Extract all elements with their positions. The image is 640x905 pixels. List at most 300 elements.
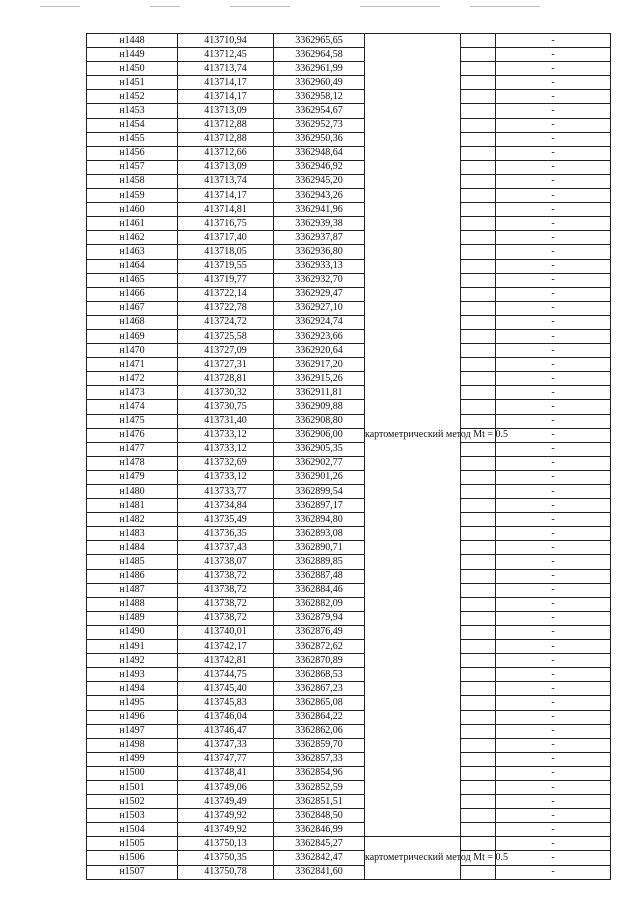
x-coordinate-cell: 413749,49	[178, 795, 274, 809]
x-coordinate-cell: 413735,49	[178, 513, 274, 527]
accuracy-dash-cell: -	[496, 132, 611, 146]
x-coordinate-cell: 413738,07	[178, 555, 274, 569]
accuracy-dash-cell: -	[496, 780, 611, 794]
point-name-cell: н1494	[87, 682, 178, 696]
spacer-cell	[461, 611, 496, 625]
spacer-cell	[461, 259, 496, 273]
x-coordinate-cell: 413731,40	[178, 414, 274, 428]
accuracy-dash-cell: -	[496, 104, 611, 118]
table-row	[87, 696, 611, 710]
point-name-cell: н1496	[87, 710, 178, 724]
x-coordinate-cell: 413719,77	[178, 273, 274, 287]
table-row	[87, 865, 611, 879]
point-name-cell: н1459	[87, 189, 178, 203]
point-name-cell: н1472	[87, 372, 178, 386]
point-name-cell: н1474	[87, 400, 178, 414]
spacer-cell	[461, 541, 496, 555]
coordinates-table-body	[87, 34, 611, 880]
x-coordinate-cell: 413727,09	[178, 344, 274, 358]
y-coordinate-cell: 3362901,26	[274, 470, 365, 484]
accuracy-dash-cell: -	[496, 625, 611, 639]
point-name-cell: н1448	[87, 34, 178, 48]
point-name-cell: н1501	[87, 780, 178, 794]
table-row	[87, 611, 611, 625]
y-coordinate-cell: 3362961,99	[274, 62, 365, 76]
y-coordinate-cell: 3362893,08	[274, 527, 365, 541]
table-row	[87, 851, 611, 865]
spacer-cell	[461, 696, 496, 710]
spacer-cell	[461, 48, 496, 62]
table-row	[87, 34, 611, 48]
x-coordinate-cell: 413717,40	[178, 231, 274, 245]
accuracy-dash-cell: -	[496, 738, 611, 752]
point-name-cell: н1488	[87, 597, 178, 611]
point-name-cell: н1466	[87, 287, 178, 301]
table-row	[87, 104, 611, 118]
table-row	[87, 344, 611, 358]
spacer-cell	[461, 245, 496, 259]
table-row	[87, 358, 611, 372]
coordinates-table	[86, 33, 611, 880]
table-row	[87, 640, 611, 654]
x-coordinate-cell: 413738,72	[178, 583, 274, 597]
y-coordinate-cell: 3362842,47	[274, 851, 365, 865]
accuracy-dash-cell: -	[496, 513, 611, 527]
x-coordinate-cell: 413713,74	[178, 62, 274, 76]
accuracy-dash-cell: -	[496, 724, 611, 738]
spacer-cell	[461, 372, 496, 386]
table-row	[87, 682, 611, 696]
point-name-cell: н1492	[87, 654, 178, 668]
accuracy-dash-cell: -	[496, 583, 611, 597]
x-coordinate-cell: 413713,74	[178, 174, 274, 188]
y-coordinate-cell: 3362876,49	[274, 625, 365, 639]
point-name-cell: н1505	[87, 837, 178, 851]
y-coordinate-cell: 3362905,35	[274, 442, 365, 456]
table-row	[87, 329, 611, 343]
accuracy-dash-cell: -	[496, 611, 611, 625]
y-coordinate-cell: 3362929,47	[274, 287, 365, 301]
spacer-cell	[461, 231, 496, 245]
table-row	[87, 583, 611, 597]
table-row	[87, 541, 611, 555]
table-row	[87, 301, 611, 315]
spacer-cell	[461, 555, 496, 569]
spacer-cell	[461, 358, 496, 372]
spacer-cell	[461, 132, 496, 146]
accuracy-dash-cell: -	[496, 456, 611, 470]
spacer-cell	[461, 766, 496, 780]
accuracy-dash-cell: -	[496, 569, 611, 583]
table-row	[87, 132, 611, 146]
spacer-cell	[461, 485, 496, 499]
accuracy-dash-cell: -	[496, 499, 611, 513]
point-name-cell: н1451	[87, 76, 178, 90]
y-coordinate-cell: 3362899,54	[274, 485, 365, 499]
point-name-cell: н1468	[87, 315, 178, 329]
method-cell: картометрический метод Mt = 0.5	[365, 34, 461, 837]
y-coordinate-cell: 3362917,20	[274, 358, 365, 372]
accuracy-dash-cell: -	[496, 189, 611, 203]
x-coordinate-cell: 413725,58	[178, 329, 274, 343]
accuracy-dash-cell: -	[496, 682, 611, 696]
point-name-cell: н1450	[87, 62, 178, 76]
spacer-cell	[461, 823, 496, 837]
spacer-cell	[461, 34, 496, 48]
spacer-cell	[461, 640, 496, 654]
x-coordinate-cell: 413750,13	[178, 837, 274, 851]
accuracy-dash-cell: -	[496, 527, 611, 541]
point-name-cell: н1489	[87, 611, 178, 625]
y-coordinate-cell: 3362902,77	[274, 456, 365, 470]
table-row	[87, 231, 611, 245]
table-row	[87, 189, 611, 203]
y-coordinate-cell: 3362906,00	[274, 428, 365, 442]
accuracy-dash-cell: -	[496, 795, 611, 809]
x-coordinate-cell: 413738,72	[178, 597, 274, 611]
x-coordinate-cell: 413712,88	[178, 132, 274, 146]
y-coordinate-cell: 3362845,27	[274, 837, 365, 851]
point-name-cell: н1485	[87, 555, 178, 569]
x-coordinate-cell: 413719,55	[178, 259, 274, 273]
spacer-cell	[461, 76, 496, 90]
spacer-cell	[461, 442, 496, 456]
spacer-cell	[461, 329, 496, 343]
point-name-cell: н1465	[87, 273, 178, 287]
x-coordinate-cell: 413714,17	[178, 90, 274, 104]
spacer-cell	[461, 865, 496, 879]
x-coordinate-cell: 413745,83	[178, 696, 274, 710]
point-name-cell: н1471	[87, 358, 178, 372]
y-coordinate-cell: 3362867,23	[274, 682, 365, 696]
x-coordinate-cell: 413747,77	[178, 752, 274, 766]
point-name-cell: н1460	[87, 203, 178, 217]
x-coordinate-cell: 413730,32	[178, 386, 274, 400]
y-coordinate-cell: 3362870,89	[274, 654, 365, 668]
y-coordinate-cell: 3362923,66	[274, 329, 365, 343]
y-coordinate-cell: 3362859,70	[274, 738, 365, 752]
point-name-cell: н1506	[87, 851, 178, 865]
point-name-cell: н1502	[87, 795, 178, 809]
accuracy-dash-cell: -	[496, 400, 611, 414]
point-name-cell: н1478	[87, 456, 178, 470]
table-row	[87, 90, 611, 104]
accuracy-dash-cell: -	[496, 90, 611, 104]
point-name-cell: н1461	[87, 217, 178, 231]
spacer-cell	[461, 315, 496, 329]
accuracy-dash-cell: -	[496, 174, 611, 188]
x-coordinate-cell: 413724,72	[178, 315, 274, 329]
x-coordinate-cell: 413712,66	[178, 146, 274, 160]
table-row	[87, 315, 611, 329]
point-name-cell: н1475	[87, 414, 178, 428]
accuracy-dash-cell: -	[496, 329, 611, 343]
accuracy-dash-cell: -	[496, 470, 611, 484]
y-coordinate-cell: 3362946,92	[274, 160, 365, 174]
y-coordinate-cell: 3362945,20	[274, 174, 365, 188]
spacer-cell	[461, 189, 496, 203]
spacer-cell	[461, 386, 496, 400]
accuracy-dash-cell: -	[496, 203, 611, 217]
point-name-cell: н1470	[87, 344, 178, 358]
x-coordinate-cell: 413718,05	[178, 245, 274, 259]
x-coordinate-cell: 413728,81	[178, 372, 274, 386]
point-name-cell: н1479	[87, 470, 178, 484]
point-name-cell: н1454	[87, 118, 178, 132]
accuracy-dash-cell: -	[496, 273, 611, 287]
x-coordinate-cell: 413716,75	[178, 217, 274, 231]
point-name-cell: н1453	[87, 104, 178, 118]
y-coordinate-cell: 3362857,33	[274, 752, 365, 766]
accuracy-dash-cell: -	[496, 34, 611, 48]
accuracy-dash-cell: -	[496, 344, 611, 358]
spacer-cell	[461, 654, 496, 668]
accuracy-dash-cell: -	[496, 766, 611, 780]
x-coordinate-cell: 413737,43	[178, 541, 274, 555]
spacer-cell	[461, 809, 496, 823]
y-coordinate-cell: 3362964,58	[274, 48, 365, 62]
x-coordinate-cell: 413734,84	[178, 499, 274, 513]
y-coordinate-cell: 3362939,38	[274, 217, 365, 231]
y-coordinate-cell: 3362897,17	[274, 499, 365, 513]
y-coordinate-cell: 3362848,50	[274, 809, 365, 823]
x-coordinate-cell: 413733,12	[178, 428, 274, 442]
point-name-cell: н1503	[87, 809, 178, 823]
y-coordinate-cell: 3362862,06	[274, 724, 365, 738]
spacer-cell	[461, 160, 496, 174]
point-name-cell: н1456	[87, 146, 178, 160]
table-row	[87, 513, 611, 527]
y-coordinate-cell: 3362909,88	[274, 400, 365, 414]
table-row	[87, 470, 611, 484]
spacer-cell	[461, 90, 496, 104]
x-coordinate-cell: 413749,92	[178, 809, 274, 823]
point-name-cell: н1486	[87, 569, 178, 583]
spacer-cell	[461, 668, 496, 682]
y-coordinate-cell: 3362889,85	[274, 555, 365, 569]
accuracy-dash-cell: -	[496, 160, 611, 174]
spacer-cell	[461, 344, 496, 358]
method-cell: картометрический метод Mt = 0.5	[365, 837, 461, 879]
spacer-cell	[461, 738, 496, 752]
x-coordinate-cell: 413714,17	[178, 76, 274, 90]
point-name-cell: н1498	[87, 738, 178, 752]
y-coordinate-cell: 3362960,49	[274, 76, 365, 90]
x-coordinate-cell: 413736,35	[178, 527, 274, 541]
table-row	[87, 273, 611, 287]
accuracy-dash-cell: -	[496, 865, 611, 879]
point-name-cell: н1481	[87, 499, 178, 513]
y-coordinate-cell: 3362864,22	[274, 710, 365, 724]
spacer-cell	[461, 400, 496, 414]
point-name-cell: н1469	[87, 329, 178, 343]
table-row	[87, 62, 611, 76]
table-row	[87, 837, 611, 851]
point-name-cell: н1467	[87, 301, 178, 315]
spacer-cell	[461, 752, 496, 766]
accuracy-dash-cell: -	[496, 231, 611, 245]
x-coordinate-cell: 413738,72	[178, 611, 274, 625]
x-coordinate-cell: 413710,94	[178, 34, 274, 48]
point-name-cell: н1476	[87, 428, 178, 442]
table-row	[87, 597, 611, 611]
y-coordinate-cell: 3362933,13	[274, 259, 365, 273]
table-row	[87, 217, 611, 231]
accuracy-dash-cell: -	[496, 640, 611, 654]
x-coordinate-cell: 413742,81	[178, 654, 274, 668]
x-coordinate-cell: 413722,78	[178, 301, 274, 315]
point-name-cell: н1490	[87, 625, 178, 639]
accuracy-dash-cell: -	[496, 414, 611, 428]
table-row	[87, 499, 611, 513]
table-row	[87, 527, 611, 541]
y-coordinate-cell: 3362908,80	[274, 414, 365, 428]
point-name-cell: н1464	[87, 259, 178, 273]
y-coordinate-cell: 3362965,65	[274, 34, 365, 48]
accuracy-dash-cell: -	[496, 851, 611, 865]
table-row	[87, 118, 611, 132]
y-coordinate-cell: 3362851,51	[274, 795, 365, 809]
x-coordinate-cell: 413750,35	[178, 851, 274, 865]
spacer-cell	[461, 118, 496, 132]
y-coordinate-cell: 3362911,81	[274, 386, 365, 400]
point-name-cell: н1507	[87, 865, 178, 879]
table-row	[87, 456, 611, 470]
x-coordinate-cell: 413733,12	[178, 470, 274, 484]
spacer-cell	[461, 569, 496, 583]
y-coordinate-cell: 3362937,87	[274, 231, 365, 245]
x-coordinate-cell: 413712,45	[178, 48, 274, 62]
point-name-cell: н1495	[87, 696, 178, 710]
accuracy-dash-cell: -	[496, 555, 611, 569]
accuracy-dash-cell: -	[496, 146, 611, 160]
point-name-cell: н1473	[87, 386, 178, 400]
y-coordinate-cell: 3362948,64	[274, 146, 365, 160]
y-coordinate-cell: 3362924,74	[274, 315, 365, 329]
spacer-cell	[461, 780, 496, 794]
x-coordinate-cell: 413749,06	[178, 780, 274, 794]
y-coordinate-cell: 3362950,36	[274, 132, 365, 146]
y-coordinate-cell: 3362932,70	[274, 273, 365, 287]
table-row	[87, 654, 611, 668]
point-name-cell: н1458	[87, 174, 178, 188]
x-coordinate-cell: 413733,12	[178, 442, 274, 456]
table-row	[87, 555, 611, 569]
table-row	[87, 823, 611, 837]
table-row	[87, 625, 611, 639]
spacer-cell	[461, 513, 496, 527]
y-coordinate-cell: 3362915,26	[274, 372, 365, 386]
point-name-cell: н1491	[87, 640, 178, 654]
accuracy-dash-cell: -	[496, 809, 611, 823]
accuracy-dash-cell: -	[496, 259, 611, 273]
spacer-cell	[461, 174, 496, 188]
spacer-cell	[461, 217, 496, 231]
accuracy-dash-cell: -	[496, 358, 611, 372]
point-name-cell: н1493	[87, 668, 178, 682]
point-name-cell: н1499	[87, 752, 178, 766]
x-coordinate-cell: 413746,04	[178, 710, 274, 724]
y-coordinate-cell: 3362894,80	[274, 513, 365, 527]
table-row	[87, 174, 611, 188]
table-row	[87, 372, 611, 386]
y-coordinate-cell: 3362846,99	[274, 823, 365, 837]
spacer-cell	[461, 470, 496, 484]
y-coordinate-cell: 3362884,46	[274, 583, 365, 597]
table-row	[87, 160, 611, 174]
point-name-cell: н1483	[87, 527, 178, 541]
x-coordinate-cell: 413714,81	[178, 203, 274, 217]
table-row	[87, 795, 611, 809]
x-coordinate-cell: 413730,75	[178, 400, 274, 414]
spacer-cell	[461, 499, 496, 513]
spacer-cell	[461, 301, 496, 315]
accuracy-dash-cell: -	[496, 485, 611, 499]
spacer-cell	[461, 710, 496, 724]
table-row	[87, 766, 611, 780]
spacer-cell	[461, 837, 496, 851]
point-name-cell: н1477	[87, 442, 178, 456]
table-row	[87, 76, 611, 90]
accuracy-dash-cell: -	[496, 837, 611, 851]
table-row	[87, 442, 611, 456]
y-coordinate-cell: 3362936,80	[274, 245, 365, 259]
spacer-cell	[461, 456, 496, 470]
spacer-cell	[461, 62, 496, 76]
spacer-cell	[461, 104, 496, 118]
x-coordinate-cell: 413742,17	[178, 640, 274, 654]
point-name-cell: н1455	[87, 132, 178, 146]
x-coordinate-cell: 413746,47	[178, 724, 274, 738]
table-row	[87, 780, 611, 794]
table-row	[87, 287, 611, 301]
y-coordinate-cell: 3362879,94	[274, 611, 365, 625]
accuracy-dash-cell: -	[496, 48, 611, 62]
point-name-cell: н1449	[87, 48, 178, 62]
point-name-cell: н1497	[87, 724, 178, 738]
spacer-cell	[461, 527, 496, 541]
accuracy-dash-cell: -	[496, 654, 611, 668]
y-coordinate-cell: 3362943,26	[274, 189, 365, 203]
spacer-cell	[461, 682, 496, 696]
table-row	[87, 738, 611, 752]
accuracy-dash-cell: -	[496, 428, 611, 442]
table-row	[87, 386, 611, 400]
table-row	[87, 752, 611, 766]
x-coordinate-cell: 413714,17	[178, 189, 274, 203]
table-row	[87, 203, 611, 217]
y-coordinate-cell: 3362872,62	[274, 640, 365, 654]
x-coordinate-cell: 413738,72	[178, 569, 274, 583]
table-row	[87, 485, 611, 499]
y-coordinate-cell: 3362920,64	[274, 344, 365, 358]
spacer-cell	[461, 597, 496, 611]
x-coordinate-cell: 413713,09	[178, 104, 274, 118]
accuracy-dash-cell: -	[496, 372, 611, 386]
table-row	[87, 668, 611, 682]
y-coordinate-cell: 3362958,12	[274, 90, 365, 104]
accuracy-dash-cell: -	[496, 118, 611, 132]
point-name-cell: н1463	[87, 245, 178, 259]
accuracy-dash-cell: -	[496, 217, 611, 231]
x-coordinate-cell: 413744,75	[178, 668, 274, 682]
x-coordinate-cell: 413749,92	[178, 823, 274, 837]
table-row	[87, 428, 611, 442]
spacer-cell	[461, 724, 496, 738]
spacer-cell	[461, 583, 496, 597]
y-coordinate-cell: 3362841,60	[274, 865, 365, 879]
y-coordinate-cell: 3362868,53	[274, 668, 365, 682]
